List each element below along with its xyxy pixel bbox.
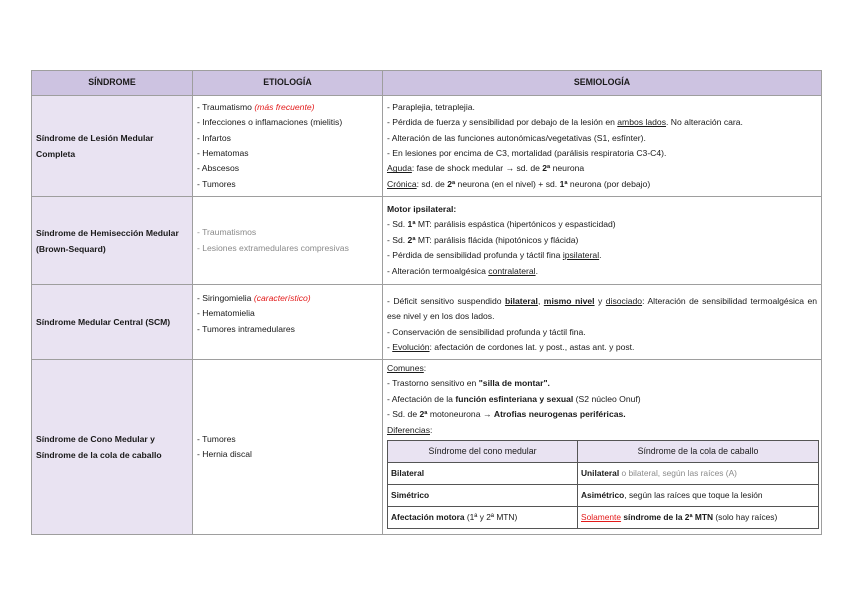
- syndromes-table: [31, 70, 822, 535]
- comparison-row: [388, 463, 819, 485]
- semio-item: - Afectación de la función esfinteriana y sexual (S2 núcleo Onuf): [387, 393, 641, 404]
- etiology-cell: [193, 360, 383, 535]
- etiology-cell: [193, 96, 383, 197]
- header-row: [32, 71, 822, 96]
- etio-item: - Hematomielia: [197, 308, 255, 319]
- etio-item: - Lesiones extramedulares compresivas: [197, 242, 349, 253]
- syndrome-name: Síndrome Medular Central (SCM): [32, 285, 193, 360]
- comparison-header-cono: Síndrome del cono medular: [388, 441, 578, 463]
- etio-item: - Hernia discal: [197, 449, 252, 459]
- etio-note: (más frecuente): [254, 101, 315, 112]
- comparison-table: [387, 440, 819, 529]
- comparison-cell: Afectación motora (1ª y 2ª MTN): [388, 507, 578, 529]
- etiology-cell: [193, 285, 383, 360]
- comparison-cell: Simétrico: [388, 485, 578, 507]
- table-row: [32, 96, 822, 197]
- semio-item: - Paraplejia, tetraplejia.: [387, 101, 475, 112]
- etio-item: - Tumores: [197, 178, 236, 189]
- table-row: [32, 360, 822, 535]
- semio-subtitle: Diferencias:: [387, 424, 433, 435]
- comparison-row: [388, 507, 819, 529]
- etio-item: - Traumatismos: [197, 227, 257, 238]
- syndrome-name: Síndrome de Lesión Medular Completa: [32, 96, 193, 197]
- table-row: [32, 197, 822, 285]
- etio-item: - Infecciones o inflamaciones (mielitis): [197, 117, 343, 128]
- etiology-cell: [193, 197, 383, 285]
- comparison-cell: Bilateral: [388, 463, 578, 485]
- semio-item: - Conservación de sensibilidad profunda y táctil fina.: [387, 326, 586, 337]
- etio-item: - Traumatismo: [197, 101, 255, 112]
- comparison-cell: Solamente síndrome de la 2ª MTN (solo hay raíces): [578, 507, 819, 529]
- semio-item: - Trastorno sensitivo en "silla de montar".: [387, 378, 550, 389]
- etio-item: - Tumores intramedulares: [197, 323, 295, 334]
- header-etiologia: ETIOLOGÍA: [193, 71, 383, 96]
- semio-subtitle: Comunes:: [387, 362, 427, 373]
- comparison-cell: Asimétrico, según las raíces que toque la lesión: [578, 485, 819, 507]
- semio-item: Aguda: fase de shock medular → sd. de 2ª neurona: [387, 163, 585, 174]
- header-sindrome: SÍNDROME: [32, 71, 193, 96]
- semio-title: Motor ipsilateral:: [387, 203, 457, 214]
- semio-item: Crónica: sd. de 2ª neurona (en el nivel) + sd. 1ª neurona (por debajo): [387, 178, 651, 189]
- comparison-cell: Unilateral o bilateral, según las raíces (A): [578, 463, 819, 485]
- etio-item: - Tumores: [197, 433, 236, 444]
- table-row: [32, 285, 822, 360]
- syndrome-name: Síndrome de Hemisección Medular (Brown-Sequard): [32, 197, 193, 285]
- semiology-cell: [383, 96, 822, 197]
- etio-item: - Infartos: [197, 132, 231, 143]
- comparison-row: [388, 485, 819, 507]
- etio-item: - Abscesos: [197, 163, 240, 174]
- semio-item: - Sd. 2ª MT: parálisis flácida (hipotónicos y flácida): [387, 234, 579, 245]
- semio-item: - Pérdida de sensibilidad profunda y táctil fina ipsilateral.: [387, 250, 602, 261]
- comparison-header-row: [388, 441, 819, 463]
- etio-item: - Hematomas: [197, 148, 249, 158]
- semio-item: - Alteración termoalgésica contralateral.: [387, 265, 538, 276]
- semio-item: - Déficit sensitivo suspendido bilateral, mismo nivel y disociado: Alteración de sensibilidad termoalgésica en ese nivel y en los dos lados.: [387, 295, 818, 322]
- semiology-cell: [383, 285, 822, 360]
- semio-item: - En lesiones por encima de C3, mortalidad (parálisis respiratoria C3-C4).: [387, 148, 667, 158]
- etio-note: (característico): [253, 293, 311, 303]
- semio-item: - Pérdida de fuerza y sensibilidad por debajo de la lesión en ambos lados. No alteración cara.: [387, 117, 743, 128]
- semio-item: - Sd. de 2ª motoneurona → Atrofias neurogenas periféricas.: [387, 409, 626, 420]
- header-semiologia: SEMIOLOGÍA: [383, 71, 822, 96]
- semio-item: - Evolución: afectación de cordones lat. y post., astas ant. y post.: [387, 341, 635, 352]
- syndrome-name: Síndrome de Cono Medular y Síndrome de la cola de caballo: [32, 360, 193, 535]
- semiology-cell: [383, 197, 822, 285]
- semiology-cell: [383, 360, 822, 535]
- etio-item: - Siringomielia: [197, 293, 254, 303]
- semio-item: - Sd. 1ª MT: parálisis espástica (hipertónicos y espasticidad): [387, 219, 616, 230]
- comparison-header-cola: Síndrome de la cola de caballo: [578, 441, 819, 463]
- semio-item: - Alteración de las funciones autonómicas/vegetativas (S1, esfínter).: [387, 132, 646, 143]
